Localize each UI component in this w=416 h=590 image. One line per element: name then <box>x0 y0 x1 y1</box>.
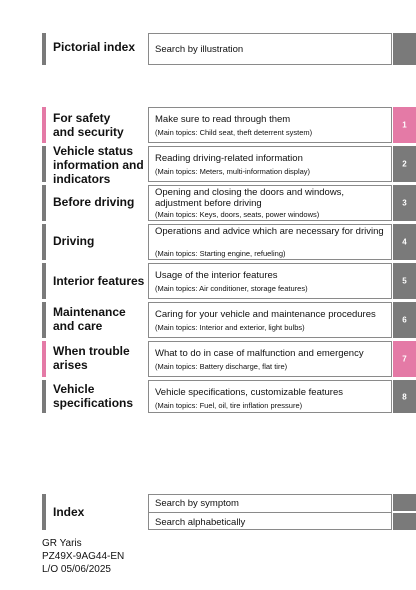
chapter-4-box[interactable] <box>148 224 392 260</box>
chapter-1-bar <box>42 107 46 143</box>
index-bar <box>42 494 46 530</box>
chapter-5-bar <box>42 263 46 299</box>
chapter-7-tab[interactable] <box>393 341 416 377</box>
chapter-4-title[interactable]: Driving <box>53 234 95 248</box>
search-alphabetically-link[interactable]: Search alphabetically <box>155 517 246 528</box>
index-title[interactable]: Index <box>53 505 85 519</box>
chapter-1-tab-number: 1 <box>402 120 407 130</box>
footer-model: GR Yaris <box>42 538 82 549</box>
chapter-2-tab[interactable] <box>393 146 416 182</box>
chapter-6-title[interactable]: Maintenance and care <box>53 305 126 333</box>
chapter-8-description: Vehicle specifications, customizable features <box>155 387 343 398</box>
chapter-2-tab-number: 2 <box>402 159 407 169</box>
chapter-7-description: What to do in case of malfunction and emergency <box>155 348 364 359</box>
chapter-8-box[interactable] <box>148 380 392 413</box>
index-tab-symptom <box>393 494 416 511</box>
chapter-6-topics: (Main topics: Interior and exterior, light bulbs) <box>155 323 305 332</box>
chapter-8-title[interactable]: Vehicle specifications <box>53 382 134 410</box>
chapter-7-title[interactable]: When trouble arises <box>53 344 130 372</box>
pictorial-index-desc: Search by illustration <box>155 44 244 55</box>
chapter-4-bar <box>42 224 46 260</box>
chapter-1-box[interactable] <box>148 107 392 143</box>
chapter-2-box[interactable] <box>148 146 392 182</box>
chapter-3-bar <box>42 185 46 221</box>
chapter-5-title[interactable]: Interior features <box>53 274 145 288</box>
pictorial-index-tab <box>393 33 416 65</box>
chapter-6-tab-number: 6 <box>402 315 407 325</box>
chapter-3-box[interactable] <box>148 185 392 221</box>
chapter-1-title[interactable]: For safety and security <box>53 111 124 139</box>
chapter-7-topics: (Main topics: Battery discharge, flat tire) <box>155 362 288 371</box>
chapter-8-tab[interactable] <box>393 380 416 413</box>
index-box <box>148 494 392 530</box>
footer-code: PZ49X-9AG44-EN <box>42 551 125 562</box>
chapter-2-title[interactable]: Vehicle status information and indicators <box>53 144 144 186</box>
index-tab-alphabetical <box>393 513 416 530</box>
chapter-5-tab-number: 5 <box>402 276 407 286</box>
chapter-1-description: Make sure to read through them <box>155 114 291 125</box>
chapter-5-box[interactable] <box>148 263 392 299</box>
chapter-7-box[interactable] <box>148 341 392 377</box>
pictorial-index-title[interactable]: Pictorial index <box>53 40 136 54</box>
chapter-1-tab[interactable] <box>393 107 416 143</box>
chapter-3-description: Opening and closing the doors and windows, adjustment before driving <box>155 187 345 209</box>
chapter-8-topics: (Main topics: Fuel, oil, tire inflation pressure) <box>155 401 303 410</box>
chapter-6-box[interactable] <box>148 302 392 338</box>
search-by-symptom-link[interactable]: Search by symptom <box>155 498 239 509</box>
chapter-5-tab[interactable] <box>393 263 416 299</box>
chapter-3-title[interactable]: Before driving <box>53 195 135 209</box>
chapter-5-topics: (Main topics: Air conditioner, storage features) <box>155 284 308 293</box>
chapter-2-topics: (Main topics: Meters, multi-information display) <box>155 167 311 176</box>
chapter-3-topics: (Main topics: Keys, doors, seats, power windows) <box>155 210 320 219</box>
chapter-4-tab[interactable] <box>393 224 416 260</box>
chapter-4-description: Operations and advice which are necessary for driving <box>155 226 384 237</box>
chapter-7-bar <box>42 341 46 377</box>
chapter-4-tab-number: 4 <box>402 237 407 247</box>
chapter-5-description: Usage of the interior features <box>155 270 278 281</box>
chapter-2-description: Reading driving-related information <box>155 153 303 164</box>
chapter-7-tab-number: 7 <box>402 354 407 364</box>
chapter-3-tab-number: 3 <box>402 198 407 208</box>
chapter-2-bar <box>42 146 46 182</box>
chapter-3-tab[interactable] <box>393 185 416 221</box>
chapter-4-topics: (Main topics: Starting engine, refueling) <box>155 249 286 258</box>
index-divider <box>149 512 391 513</box>
footer-date: L/O 05/06/2025 <box>42 564 111 575</box>
pictorial-index-box[interactable] <box>148 33 392 65</box>
chapter-8-tab-number: 8 <box>402 392 407 401</box>
chapter-6-description: Caring for your vehicle and maintenance procedures <box>155 309 376 320</box>
pictorial-index-bar <box>42 33 46 65</box>
chapter-6-tab[interactable] <box>393 302 416 338</box>
chapter-6-bar <box>42 302 46 338</box>
chapter-8-bar <box>42 380 46 413</box>
chapter-1-topics: (Main topics: Child seat, theft deterrent system) <box>155 128 313 137</box>
